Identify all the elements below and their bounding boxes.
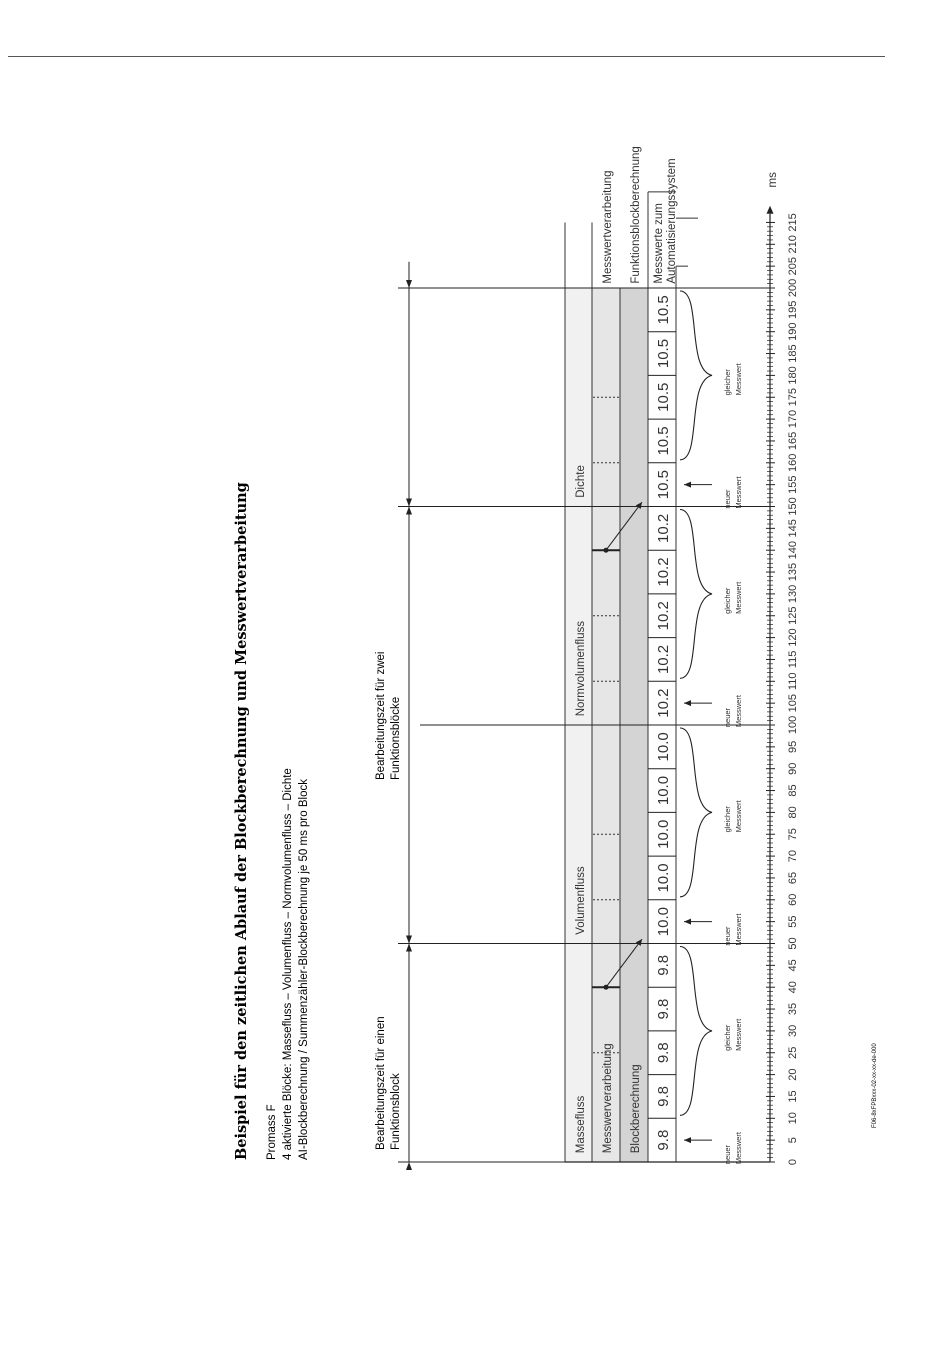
- axis-arrow: [767, 206, 774, 214]
- value-cell: 9.8: [655, 954, 672, 976]
- tick-label: 170: [787, 409, 799, 429]
- tick-label: 0: [787, 1158, 799, 1166]
- tick-label: 120: [787, 628, 799, 647]
- same-value-brace: [680, 510, 712, 679]
- tick-label: 185: [787, 344, 799, 363]
- tick-label: 200: [787, 278, 799, 298]
- tick-label: 85: [787, 784, 799, 797]
- row-label-messwert: Messwerverarbeitung: [602, 1043, 614, 1154]
- value-cell: 10.0: [655, 732, 672, 762]
- tick-label: 150: [787, 497, 799, 516]
- same-value-label: Messwert: [734, 581, 743, 614]
- value-cell: 10.5: [655, 382, 672, 412]
- tick-label: 135: [787, 562, 799, 582]
- tick-label: 140: [787, 541, 799, 560]
- tick-label: 80: [787, 806, 799, 819]
- row-label-blockcalc: Blockberechnung: [630, 1064, 642, 1154]
- same-value-brace: [680, 291, 712, 460]
- tick-label: 165: [787, 431, 799, 451]
- legend-funktion: Funktionsblockberechnung: [630, 146, 642, 284]
- span-three-arrow: [406, 280, 412, 515]
- tick-label: 155: [787, 475, 799, 494]
- tick-label: 195: [787, 300, 799, 320]
- value-cell: 9.8: [655, 1086, 672, 1107]
- tick-label: 5: [787, 1137, 799, 1144]
- tick-label: 40: [787, 981, 799, 994]
- value-cell: 10.0: [655, 775, 672, 806]
- new-value-label: Messwert: [734, 1132, 743, 1165]
- span-two-label-2: Funktionsblöcke: [390, 696, 402, 780]
- same-value-label: Messwert: [734, 363, 743, 396]
- value-cell: 10.5: [655, 470, 672, 500]
- legend-messwert: Messwertverarbeitung: [602, 170, 614, 284]
- same-value-label: gleicher: [723, 587, 732, 614]
- value-cell: 9.8: [655, 998, 672, 1020]
- tick-label: 75: [787, 828, 799, 841]
- value-cell: 10.0: [655, 907, 672, 937]
- tick-label: 190: [787, 322, 799, 341]
- new-value-label: Messwert: [734, 476, 743, 509]
- tick-label: 175: [787, 388, 799, 407]
- same-value-label: gleicher: [723, 369, 732, 396]
- value-cell: 10.5: [655, 426, 672, 456]
- tick-label: 205: [787, 256, 799, 276]
- value-cell: 10.2: [655, 688, 672, 718]
- new-value-label: neuer: [723, 489, 732, 509]
- active-blocks-text: 4 aktivierte Blöcke: Massefluss – Volumenfluss – Normvolumenfluss – Dichte: [282, 768, 294, 1160]
- page-title: Beispiel für den zeitlichen Ablauf der Blockberechnung und Messwertverarbeitung: [233, 482, 250, 1160]
- tick-label: 30: [787, 1024, 799, 1038]
- new-value-label: Messwert: [734, 695, 743, 728]
- new-value-label: neuer: [723, 707, 732, 728]
- same-value-brace: [680, 728, 712, 897]
- tick-label: 95: [787, 740, 799, 753]
- span-two-label-1: Bearbeitungszeit für zwei: [375, 651, 387, 780]
- same-value-label: Messwert: [734, 1018, 743, 1051]
- new-value-label: Messwert: [734, 913, 743, 946]
- tick-label: 160: [787, 453, 799, 472]
- new-value-arrow: [684, 1137, 712, 1143]
- axis-unit: ms: [767, 172, 779, 188]
- block-label-massefluss: Massefluss: [575, 1095, 587, 1154]
- tick-label: 35: [787, 1002, 799, 1016]
- same-value-label: Messwert: [734, 800, 743, 833]
- legend-auto-2: Automatisierungssystem: [666, 158, 678, 284]
- value-cell: 10.0: [655, 863, 672, 893]
- calc-time-text: AI-Blockberechnung / Summenzähler-Blockberechnung je 50 ms pro Block: [298, 779, 310, 1160]
- figure-code: F06-8xFPBxxx-02-xx-xx-de-000: [872, 1043, 878, 1128]
- tick-label: 105: [787, 693, 799, 713]
- span-one-label-2: Funktionsblock: [390, 1073, 402, 1150]
- value-cell: 10.2: [655, 644, 672, 675]
- tick-label: 10: [787, 1112, 799, 1125]
- value-cell: 10.0: [655, 819, 672, 849]
- tick-label: 145: [787, 519, 799, 538]
- tick-label: 90: [787, 762, 799, 775]
- same-value-brace: [680, 947, 712, 1116]
- tick-label: 100: [787, 715, 799, 735]
- value-cell: 10.2: [655, 557, 672, 587]
- tick-label: 115: [787, 650, 799, 669]
- tick-label: 70: [787, 849, 799, 863]
- new-value-label: neuer: [723, 926, 732, 946]
- legend-auto-1: Messwerte zum: [653, 203, 665, 284]
- tick-label: 130: [787, 584, 799, 604]
- block-label-volumenfluss: Volumenfluss: [575, 866, 587, 935]
- block-label-dichte: Dichte: [575, 465, 587, 498]
- tick-label: 55: [787, 915, 799, 928]
- same-value-label: gleicher: [723, 806, 732, 833]
- new-value-label: neuer: [723, 1144, 732, 1165]
- tick-label: 60: [787, 893, 799, 906]
- new-value-arrow: [684, 482, 712, 488]
- tick-label: 110: [787, 672, 799, 691]
- device-name: Promass F: [266, 1104, 278, 1160]
- value-cell: 10.2: [655, 513, 672, 543]
- tick-label: 180: [787, 366, 799, 385]
- tick-label: 210: [787, 235, 799, 254]
- block-label-normvolumenfluss: Normvolumenfluss: [575, 621, 587, 717]
- span-one-label-1: Bearbeitungszeit für einen: [375, 1016, 387, 1150]
- new-value-arrow: [684, 700, 712, 706]
- span-one-arrow: [406, 936, 412, 1171]
- time-axis: [766, 206, 775, 1162]
- value-cell: 9.8: [655, 1129, 672, 1151]
- value-cells: [648, 288, 676, 1162]
- tick-label: 125: [787, 606, 799, 625]
- tick-label: 215: [787, 213, 799, 232]
- new-value-arrow: [684, 919, 712, 925]
- value-cell: 9.8: [655, 1042, 672, 1064]
- tick-label: 45: [787, 959, 799, 972]
- same-value-label: gleicher: [723, 1024, 732, 1051]
- tick-label: 50: [787, 937, 799, 950]
- tick-label: 20: [787, 1068, 799, 1081]
- tick-label: 15: [787, 1090, 799, 1103]
- value-cell: 10.5: [655, 295, 672, 325]
- value-cell: 10.5: [655, 338, 672, 369]
- span-two-arrow: [406, 499, 412, 952]
- tick-label: 25: [787, 1046, 799, 1059]
- tick-label: 65: [787, 871, 799, 885]
- value-cell: 10.2: [655, 601, 672, 631]
- header-text: [233, 482, 878, 1160]
